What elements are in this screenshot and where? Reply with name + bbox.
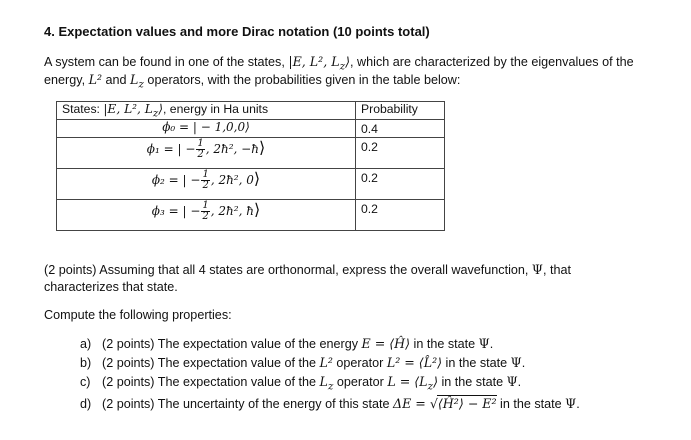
state-cell: ϕ₃ = | − $\frac{1}{2}$ , 2ħ², ħ⟩ — [57, 200, 356, 231]
header-states: States: |E, L², $L_z⟩$, energy in Ha units — [57, 102, 356, 120]
header-probability: Probability — [356, 102, 445, 120]
states-table — [56, 101, 445, 231]
l2-symbol: L² — [88, 72, 102, 87]
list-item-b: b) (2 points) The expectation value of the L² operator L² = ⟨L̂²⟩ in the state Ψ. — [80, 355, 526, 370]
probability-cell: 0.2 — [356, 138, 445, 169]
sqrt-body: ⟨Ĥ²⟩ − E² — [437, 396, 497, 411]
table-row — [57, 138, 445, 169]
question-line-2: characterizes that state. — [44, 280, 178, 294]
ket-notation: |E, L², $L_z⟩$ — [288, 54, 351, 73]
probability-cell: 0.4 — [356, 120, 445, 138]
fraction: $\frac{1}{2}$ — [197, 138, 204, 161]
list-item-d: d) (2 points) The uncertainty of the energy of this state ΔE = √⟨Ĥ²⟩ − E² in the state Ψ. — [80, 396, 580, 411]
table-row — [57, 200, 445, 231]
lz-symbol: $L_z$ — [130, 72, 144, 91]
table-header-row — [57, 102, 445, 120]
state-cell: ϕ₂ = | − $\frac{1}{2}$ , 2ħ², 0⟩ — [57, 169, 356, 200]
intro-line-1 — [44, 54, 634, 73]
fraction: $\frac{1}{2}$ — [202, 200, 209, 223]
psi-symbol: Ψ — [531, 262, 543, 277]
intro-line-2: energy, L² and $L_z$ operators, with the probabilities given in the table below: — [44, 72, 461, 91]
question-line-1: (2 points) Assuming that all 4 states are orthonormal, express the overall wavefunction, Ψ, that — [44, 262, 571, 277]
list-item-c: c) (2 points) The expectation value of the $L_z$ operator $L = ⟨L_z⟩$ in the state Ψ. — [80, 374, 522, 393]
intro-text: , which are characterized by the eigenvalues of the — [350, 55, 634, 69]
intro-text: A system can be found in one of the states, — [44, 55, 289, 69]
state-cell: ϕ₀ = | − 1,0,0⟩ — [57, 120, 356, 138]
probability-cell: 0.2 — [356, 169, 445, 200]
table-row — [57, 120, 445, 138]
page-title: 4. Expectation values and more Dirac notation (10 points total) — [44, 24, 430, 39]
state-cell: ϕ₁ = | − $\frac{1}{2}$ , 2ħ², −ħ⟩ — [57, 138, 356, 169]
sqrt-symbol: √ — [429, 396, 438, 411]
compute-label: Compute the following properties: — [44, 308, 232, 322]
list-item-a: a) (2 points) The expectation value of the energy E = ⟨Ĥ⟩ in the state Ψ. — [80, 336, 494, 351]
probability-cell: 0.2 — [356, 200, 445, 231]
table-row — [57, 169, 445, 200]
fraction: $\frac{1}{2}$ — [202, 169, 209, 192]
